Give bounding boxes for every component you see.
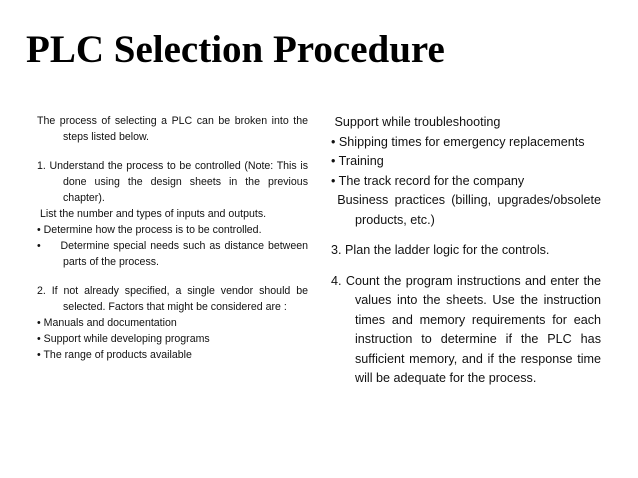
step-1-paragraph: 1. Understand the process to be controlled (Note: This is done using the design sheets in the previous chapter). xyxy=(37,160,308,204)
left-column xyxy=(37,113,311,363)
business-practices-item: Business practices (billing, upgrades/obsolete products, etc.) xyxy=(331,193,605,227)
track-record-bullet: • The track record for the company xyxy=(331,173,525,188)
special-needs-bullet: • Determine special needs such as distance between parts of the process. xyxy=(37,240,311,268)
manuals-bullet: • Manuals and documentation xyxy=(37,317,177,329)
list-inputs-outputs-item: List the number and types of inputs and outputs. xyxy=(37,208,267,220)
right-column xyxy=(331,113,605,389)
step-3-paragraph: 3. Plan the ladder logic for the controls. xyxy=(331,243,550,257)
shipping-times-bullet: • Shipping times for emergency replacements xyxy=(331,134,585,149)
determine-control-bullet: • Determine how the process is to be controlled. xyxy=(37,224,262,236)
slide-title: PLC Selection Procedure xyxy=(26,28,445,71)
product-range-bullet: • The range of products available xyxy=(37,349,192,361)
step-2-paragraph: 2. If not already specified, a single vendor should be selected. Factors that might be considered are : xyxy=(37,285,308,313)
support-developing-bullet: • Support while developing programs xyxy=(37,333,210,345)
training-bullet: • Training xyxy=(331,154,384,168)
support-troubleshooting-item: Support while troubleshooting xyxy=(331,115,501,129)
intro-paragraph: The process of selecting a PLC can be broken into the steps listed below. xyxy=(37,115,308,143)
step-4-paragraph: 4. Count the program instructions and enter the values into the sheets. Use the instruction times and memory requirements for each instruction to determine if the PLC has sufficient memory, and if the response time will be adequate for the process. xyxy=(331,273,601,385)
